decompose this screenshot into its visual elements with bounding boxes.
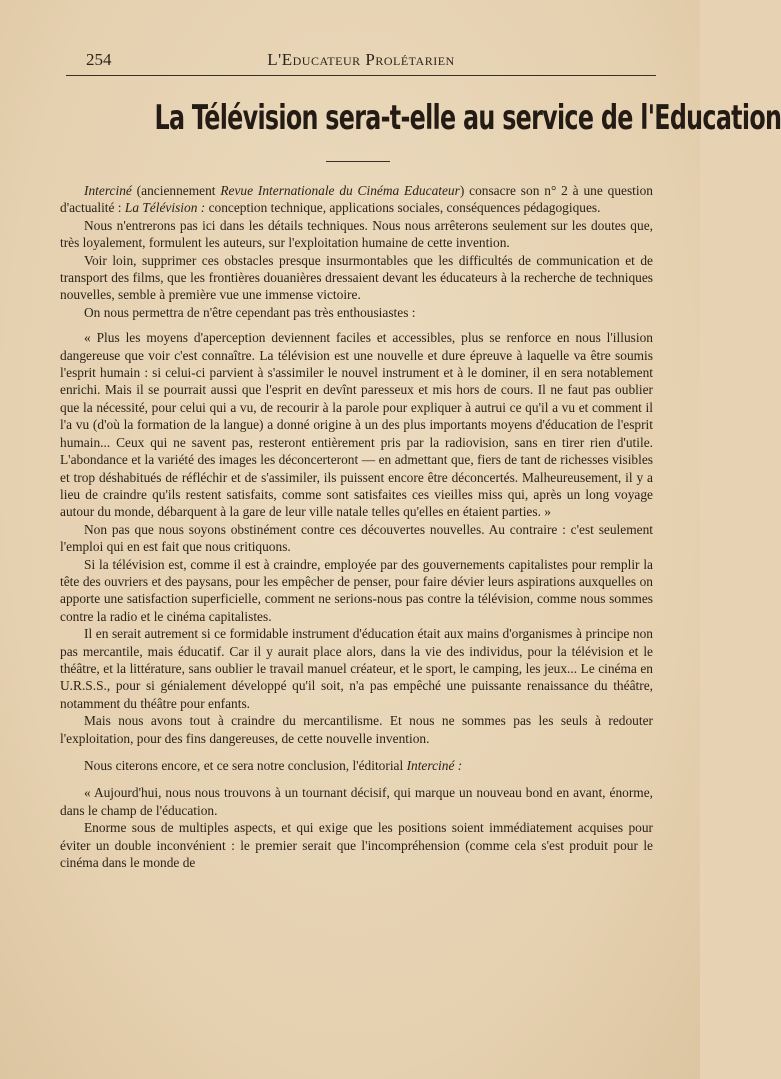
header-rule [66,75,656,76]
publication-name: Revue Internationale du Cinéma Educateur [220,183,460,198]
text-run: (anciennement [131,183,221,198]
running-header [66,50,656,74]
quote-paragraph: « Plus les moyens d'aperception deviennent faciles et accessibles, plus se renforce en nous l'illusion dangereuse que voir c'est connaître. La télévision est une nouvelle et dure épreuve à laquelle va être soumis l'esprit humain : si celui-ci parvient à s'assimiler le nouvel instrument et à le dominer, il en sera notablement enrichi. Mais il se pourrait aussi que l'esprit en devînt paresseux et mis hors de cours. Il ne faut pas oublier que la nécessité, pour celui qui a vu, de recourir à la parole pour expliquer à autrui ce qu'il a vu et comment il l'a vu (d'où la formation de la langue) a donné origine à un des plus importants moyens d'éducation de l'esprit humain... Ceux qui ne savent pas, resteront entièrement pris par la radiovision, sans en tirer rien d'utile. L'abondance et la variété des images les déconcerteront — en admettant que, fiers de tant de richesses visibles et trop déshabitués de réfléchir et de s'assimiler, ils puissent encore être déconcertés. Malheureusement, il y a lieu de craindre qu'ils restent satisfaits, comme sont satisfaites ces vieilles miss qui, après un long voyage autour du monde, débarquent à la gare de leur ville natale telles qu'elles en étaient parties. » [60,330,653,520]
article-body [60,182,653,871]
article-title: La Télévision sera-t-elle au service de l'Education [154,98,781,138]
text-run: Nous citerons encore, et ce sera notre conclusion, l'éditorial [84,758,407,773]
publication-name: Interciné : [406,758,463,773]
paragraph: Voir loin, supprimer ces obstacles presque insurmontables que les difficultés de communication et de transport des films, que les frontières douanières dressaient devant les éducateurs à la recherche de techniques nouvelles, semble à première vue une immense victoire. [60,252,653,303]
title-rule [326,161,390,162]
paragraph: Non pas que nous soyons obstinément contre ces découvertes nouvelles. Au contraire : c'est seulement l'emploi qui en est fait que nous critiquons. [60,521,653,555]
paragraph: Si la télévision est, comme il est à craindre, employée par des gouvernements capitalistes pour remplir la tête des ouvriers et des paysans, pour les empêcher de penser, pour faire dévier leurs aspirations auxquelles on apporte une satisfaction superficielle, comment ne serions-nous pas contre la télévision, comme nous sommes contre la radio et le cinéma capitalistes. [60,556,653,624]
journal-title: L'Educateur Prolétarien [267,50,455,69]
paragraph: On nous permettra de n'être cependant pas très enthousiastes : [84,304,416,320]
publication-name: Interciné [84,183,132,198]
text-run: ) consacre son n° 2 à une question d'actualité : [60,183,653,216]
page-number: 254 [86,50,112,69]
quote-paragraph: « Aujourd'hui, nous nous trouvons à un tournant décisif, qui marque un nouveau bond en avant, énorme, dans le champ de l'éducation. [60,785,653,818]
text-run: conception technique, applications sociales, conséquences pédagogiques. [205,200,601,216]
paragraph: Mais nous avons tout à craindre du mercantilisme. Et nous ne sommes pas les seuls à redouter l'exploitation, pour des fins dangereuses, de cette nouvelle invention. [60,713,653,746]
paragraph [60,757,653,774]
paragraph: Nous n'entrerons pas ici dans les détails techniques. Nous nous arrêterons seulement sur les doutes que, très loyalement, formulent les auteurs, sur l'exploitation humaine de cette invention. [60,217,653,251]
paragraph: Il en serait autrement si ce formidable instrument d'éducation était aux mains d'organismes à principe non pas mercantile, mais éducatif. Car il y aurait place alors, dans la vie des individus, pour la télévision et le théâtre, et la littérature, sans oublier le travail manuel créateur, et le sport, le camping, les jeux... Le cinéma en U.R.S.S., pour si génialement développé qu'il soit, n'a pas empêché une puissante renaissance du théâtre, notamment du théâtre pour enfants. [60,626,653,711]
paragraph: Enorme sous de multiples aspects, et qui exige que les positions soient immédiatement acquises pour éviter un double inconvénient : le premier serait que l'incompréhension (comme cela s'est produit pour le cinéma dans le monde de [60,820,653,871]
paragraph [60,182,653,217]
issue-topic: La Télévision : [124,200,206,216]
